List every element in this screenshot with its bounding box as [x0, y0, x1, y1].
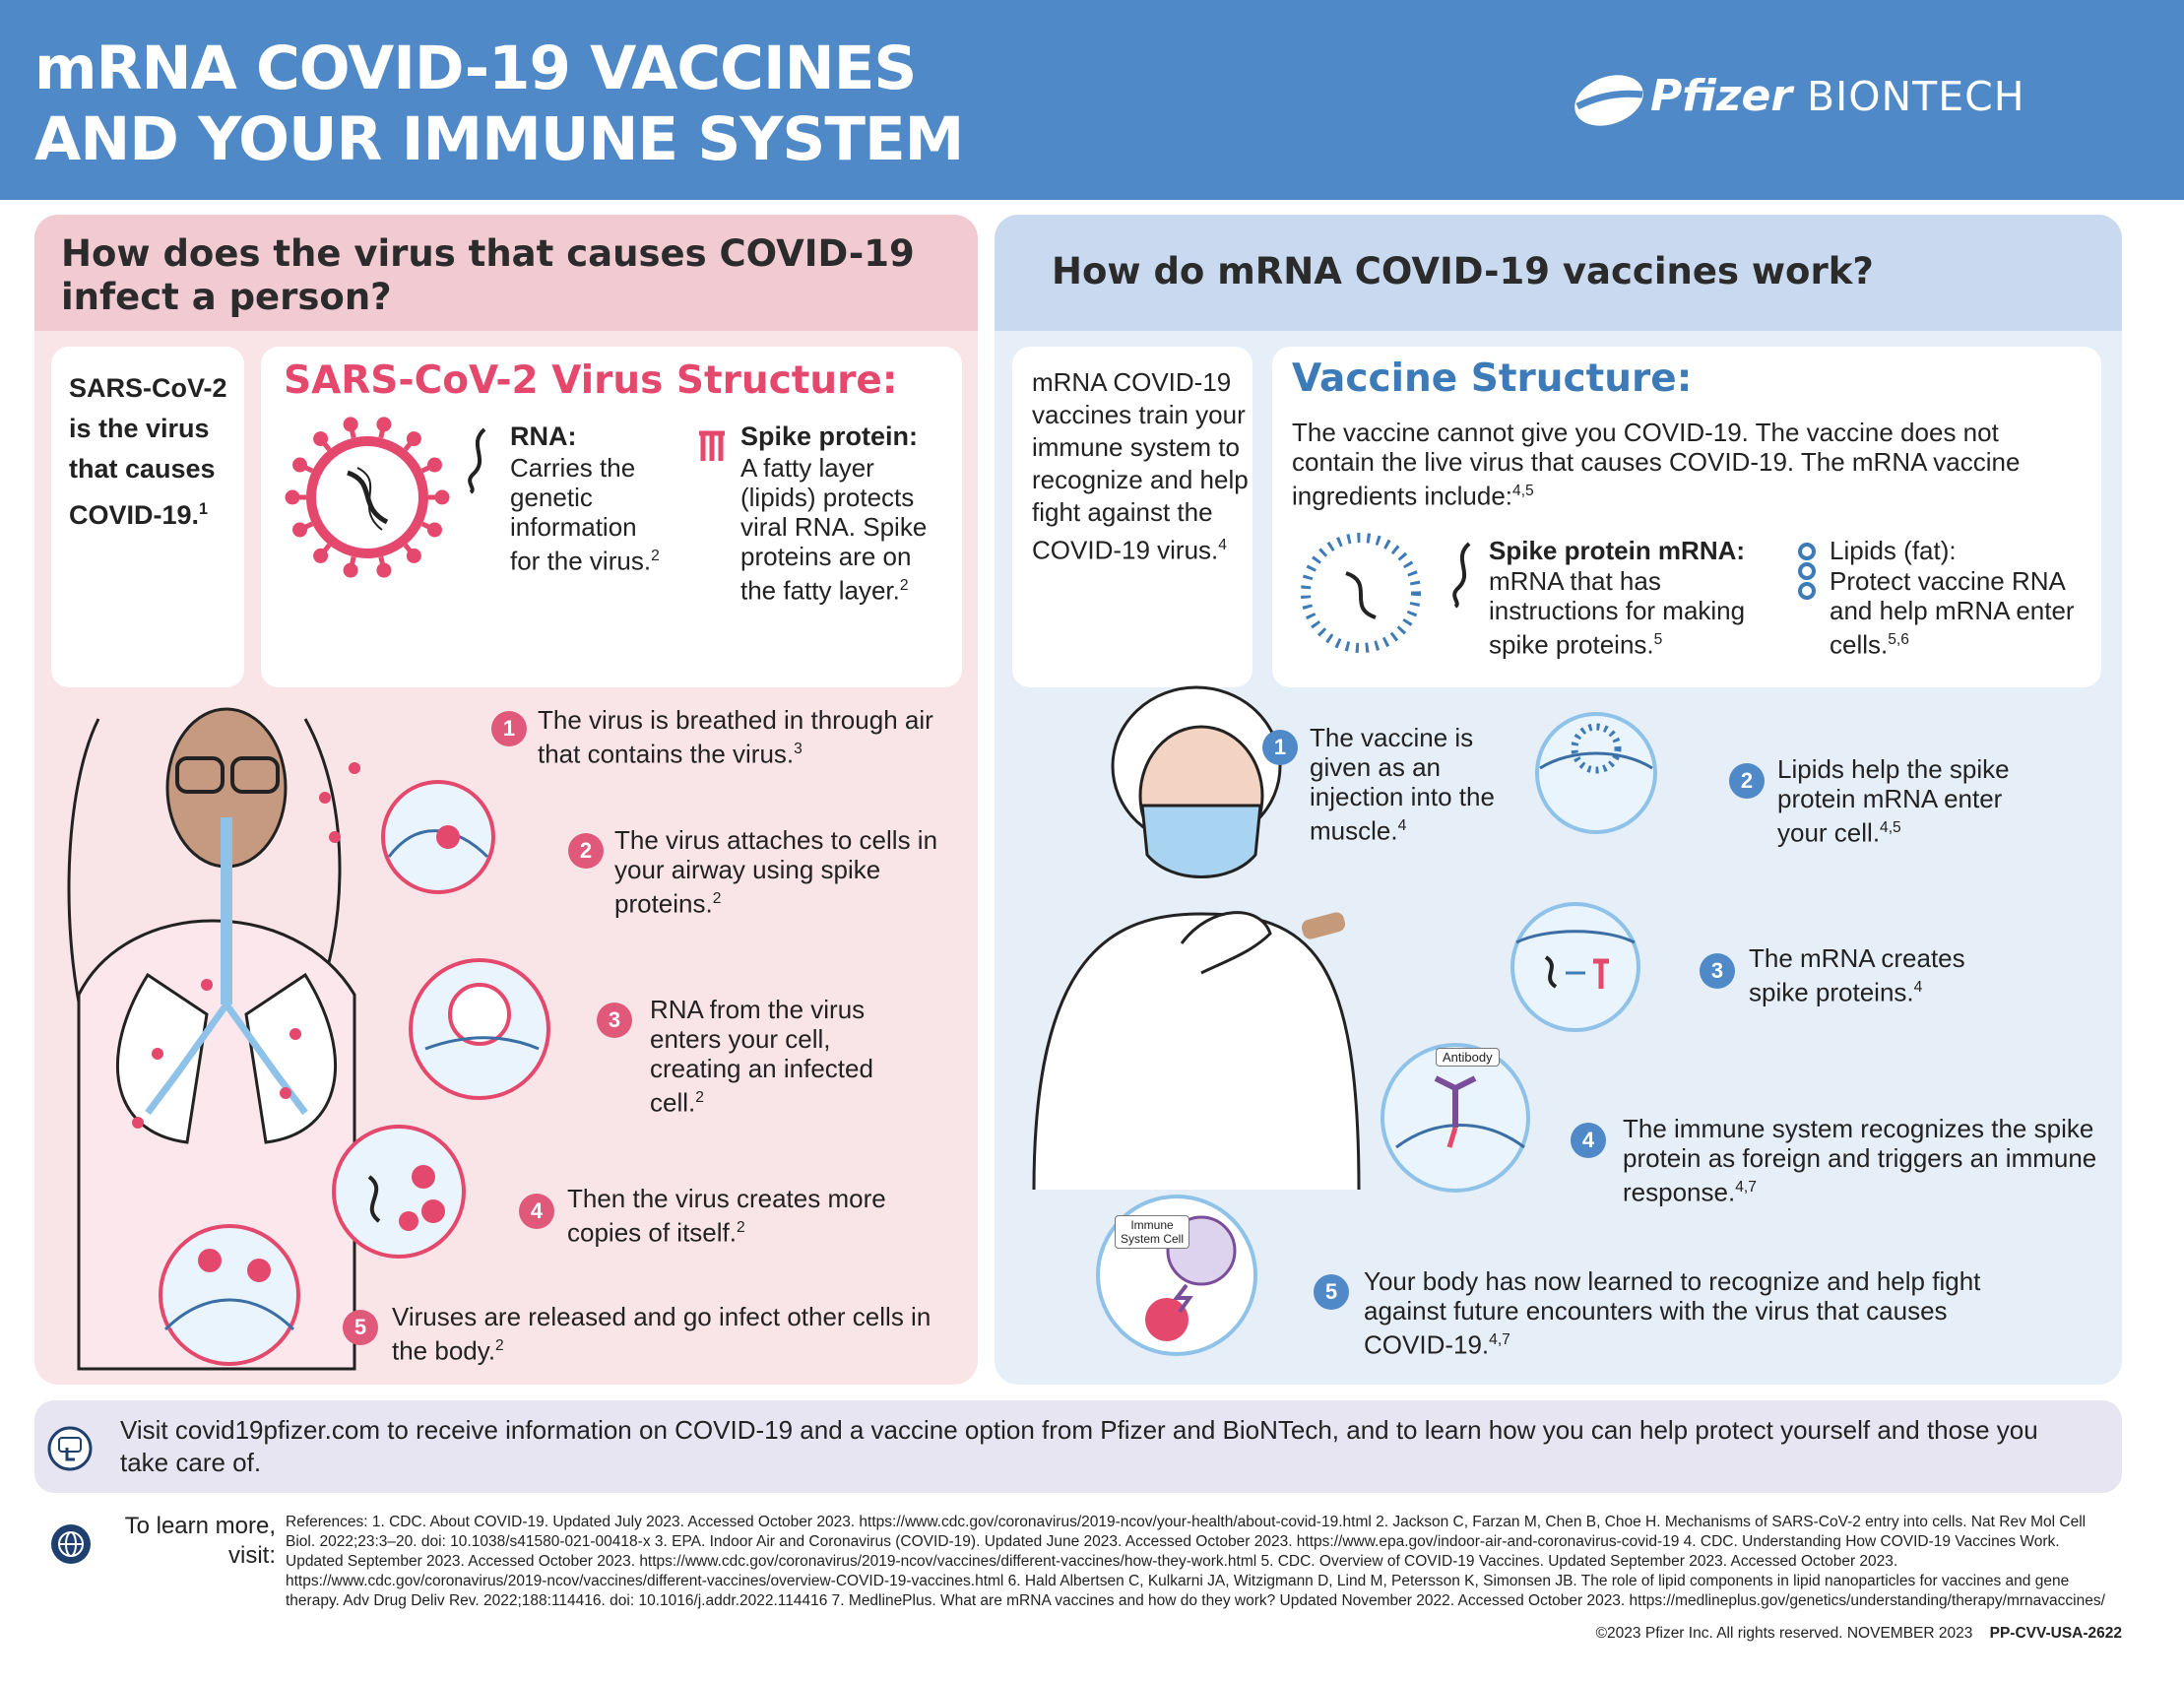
sars-definition: SARS-CoV-2 is the virus that causes COVID-19.$^1$ — [69, 373, 227, 530]
references-text: References: 1. CDC. About COVID-19. Updated July 2023. Accessed October 2023. https://www.cdc.gov/coronavirus/2019-ncov/your-health/about-covid-19.html 2. Jackson C, Farzan M, Chen B, Choe H. Mechanisms of SARS-CoV-2 entry into cells. Nat Rev Mol Cell Biol. 2022;23:3–20. doi: 10.1038/s41580-021-00418-x 3. EPA. Indoor Air and Coronavirus (COVID-19). Updated June 2023. Accessed October 2023. https://www.epa.gov/indoor-air-and-coronavirus-covid-19 4. CDC. Understanding How COVID-19 Vaccines Work. Updated September 2023. Accessed October 2023. https://www.cdc.gov/coronavirus/2019-ncov/vaccines/different-vaccines/how-they-work.html 5. CDC. Overview of COVID-19 Vaccines. Updated September 2023. Accessed October 2023. https://www.cdc.gov/coronavirus/2019-ncov/vaccines/different-vaccines/overview-COVID-19-vaccines.html 6. Hald Albertsen C, Kulkarni JA, Witzigmann D, Lind M, Petersson K, Simonsen JB. The role of lipid components in lipid nanoparticles for vaccines and gene therapy. Adv Drug Deliv Rev. 2022;188:114416. doi: 10.1016/j.addr.2022.114416 7. MedlinePlus. What are mRNA vaccines and how do they work? Updated November 2022. Accessed October 2023. https://medlineplus.gov/genetics/understanding/therapy/mrnavaccines/ — [286, 1514, 2105, 1609]
virus-spike-tip — [316, 434, 326, 444]
right-step-5-number: 5 — [1314, 1274, 1349, 1310]
airway-cells-circle-icon — [379, 778, 497, 896]
left-step-2-text: The virus attaches to cells in your airway using spike proteins.$^2$ — [614, 825, 938, 919]
page-title-line1: mRNA COVID-19 VACCINES — [34, 33, 917, 103]
virus-structure-icon — [284, 414, 451, 581]
right-step-4-number: 4 — [1571, 1123, 1606, 1158]
vaccine-structure-title: Vaccine Structure: — [1292, 356, 1693, 401]
virus-spike-tip — [379, 420, 389, 429]
virus-spike-tip — [288, 492, 297, 502]
lipid-nanoparticle-icon — [1292, 524, 1430, 662]
left-step-1-text: The virus is breathed in through air that contains the virus.$^3$ — [538, 705, 933, 769]
left-step-4-number: 4 — [519, 1194, 554, 1229]
left-step-1-number: 1 — [491, 711, 527, 746]
immune-cell-label: Immune System Cell — [1115, 1215, 1189, 1249]
lipids-enter-cell-circle-icon — [1532, 709, 1660, 837]
virus-spike-tip — [295, 460, 305, 470]
rna-description: Carries the genetic information for the virus.$^2$ — [510, 453, 660, 576]
vaccine-question: How do mRNA COVID-19 vaccines work? — [1052, 250, 1874, 292]
spike-mrna-label: Spike protein mRNA: — [1489, 536, 1746, 565]
left-step-2-number: 2 — [568, 833, 604, 869]
virus-spike-tip — [295, 525, 305, 535]
right-step-2-number: 2 — [1729, 763, 1765, 799]
left-step-4-text: Then the virus creates more copies of itself.$^2$ — [567, 1184, 886, 1248]
infection-question: How does the virus that causes COVID-19 infect a person? — [61, 232, 915, 318]
virus-structure-title: SARS-CoV-2 Virus Structure: — [284, 358, 898, 403]
rna-icon — [465, 425, 492, 494]
left-step-3-text: RNA from the virus enters your cell, creating an infected cell.$^2$ — [650, 995, 873, 1118]
virus-release-circle-icon — [156, 1221, 303, 1369]
right-step-1-number: 1 — [1262, 730, 1298, 765]
right-step-5-text: Your body has now learned to recognize and help fight against future encounters with the virus that causes COVID-19.$^{4,7}$ — [1364, 1266, 1981, 1360]
globe-icon — [49, 1522, 93, 1566]
rna-enters-cell-circle-icon — [406, 955, 553, 1103]
right-step-4-text: The immune system recognizes the spike protein as foreign and triggers an immune response.$^{4,7}$ — [1623, 1114, 2097, 1207]
virus-spike-tip — [429, 460, 439, 470]
spike-protein-icon — [695, 427, 729, 467]
virus-spike-tip — [409, 550, 418, 560]
left-step-3-number: 3 — [597, 1003, 632, 1038]
virus-copies-circle-icon — [330, 1123, 468, 1261]
pfizer-logo-icon — [1568, 61, 1650, 140]
left-step-5-number: 5 — [343, 1310, 378, 1345]
vaccine-structure-description: The vaccine cannot give you COVID-19. The vaccine does not contain the live virus that causes COVID-19. The mRNA vaccine ingredients include:$^{4,5}$ — [1292, 418, 2021, 511]
pointer-hand-icon — [47, 1426, 93, 1471]
left-step-5-text: Viruses are released and go infect other cells in the body.$^2$ — [392, 1302, 931, 1366]
spike-protein-description: A fatty layer (lipids) protects viral RNA. Spike proteins are on the fatty layer.$^2$ — [740, 453, 928, 606]
page-title-line2: AND YOUR IMMUNE SYSTEM — [34, 104, 964, 174]
virus-spike-tip — [346, 565, 355, 575]
right-step-2-text: Lipids help the spike protein mRNA enter your cell.$^{4,5}$ — [1777, 754, 2010, 848]
rna-label: RNA: — [510, 421, 577, 451]
virus-spike-tip — [316, 550, 326, 560]
spike-mrna-description: mRNA that has instructions for making spike proteins.$^5$ — [1489, 566, 1746, 660]
pfizer-logo-text: Pfizer — [1650, 71, 1793, 121]
virus-spike-tip — [437, 492, 447, 502]
lipids-icon — [1794, 542, 1820, 601]
right-step-3-text: The mRNA creates spike proteins.$^4$ — [1749, 943, 1965, 1007]
right-step-1-text: The vaccine is given as an injection into the muscle.$^4$ — [1310, 723, 1495, 846]
lipids-label: Lipids (fat): — [1830, 536, 1957, 565]
spike-protein-label: Spike protein: — [740, 421, 919, 451]
learn-more-label: To learn more, visit: — [124, 1513, 276, 1569]
spike-mrna-icon — [1449, 540, 1477, 609]
lipids-description: Protect vaccine RNA and help mRNA enter cells.$^{5,6}$ — [1830, 566, 2075, 660]
train-immune-text: mRNA COVID-19 vaccines train your immune system to recognize and help fight against the COVID-19 virus.$^4$ — [1032, 367, 1249, 565]
biontech-logo-text: BIONTECH — [1807, 73, 2025, 120]
right-step-3-number: 3 — [1700, 953, 1735, 989]
copyright-line: ©2023 Pfizer Inc. All rights reserved. NOVEMBER 2023 PP-CVV-USA-2622 — [1595, 1625, 2122, 1642]
virus-spike-tip — [346, 420, 355, 429]
visit-website-text[interactable]: Visit covid19pfizer.com to receive information on COVID-19 and a vaccine option from Pfizer and BioNTech, and to learn how you can help protect yourself and those you take care of. — [120, 1415, 2038, 1477]
virus-spike-tip — [379, 565, 389, 575]
virus-spike-tip — [429, 525, 439, 535]
virus-spike-tip — [409, 434, 418, 444]
antibody-label: Antibody — [1436, 1048, 1500, 1067]
mrna-creates-spike-circle-icon — [1507, 898, 1644, 1036]
